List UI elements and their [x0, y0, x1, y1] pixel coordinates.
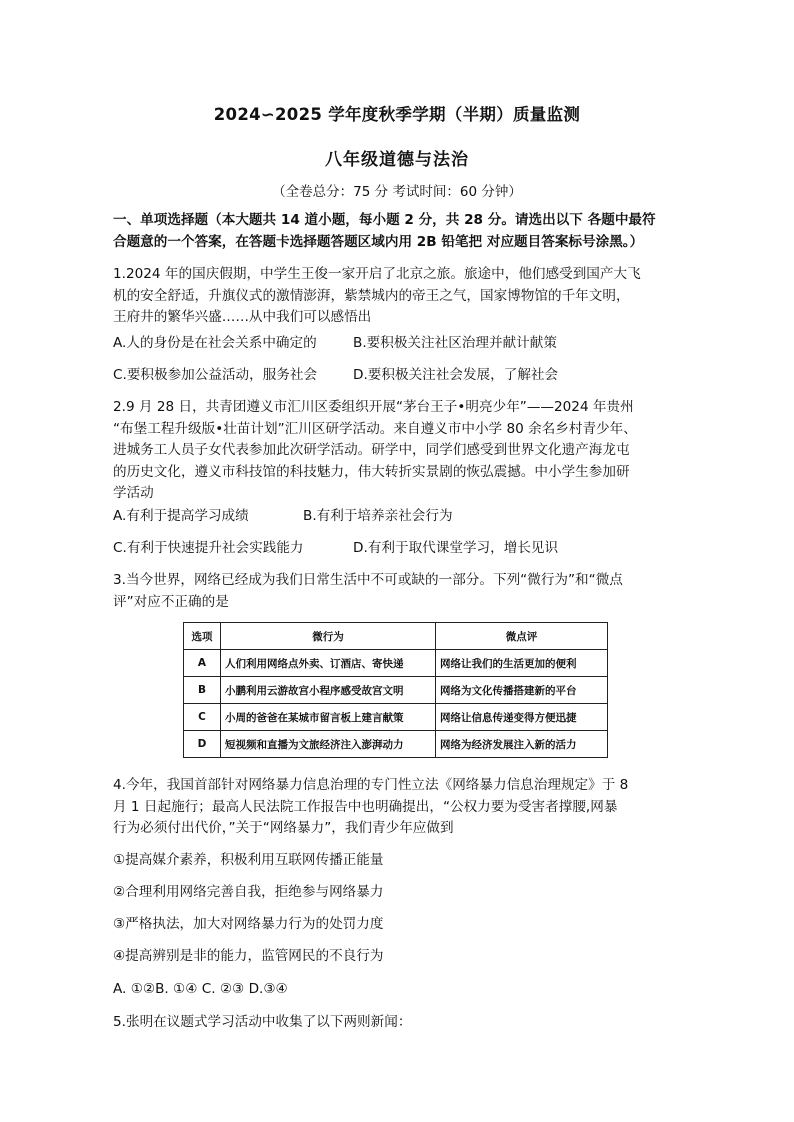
- table-cell: 网络为文化传播搭建新的平台: [436, 677, 608, 704]
- table-row: [184, 677, 608, 704]
- table-header-cell: 微点评: [436, 623, 608, 650]
- table-header-cell: 微行为: [221, 623, 436, 650]
- question-1-stem: [113, 264, 693, 329]
- stem-line: 3.当今世界，网络已经成为我们日常生活中不可或缺的一部分。下列“微行为”和“微点: [113, 572, 623, 588]
- table-cell: D: [184, 731, 221, 758]
- table-header-row: [184, 623, 608, 650]
- stem-line: 的历史文化，遵义市科技馆的科技魅力，伟大转折实景剧的恢弘震撼。中小学生参加研: [113, 463, 630, 480]
- q4-options: A. ①②B. ①④ C. ②③ D.③④: [113, 981, 288, 997]
- stem-line: “布堡工程升级版•壮苗计划”汇川区研学活动。来自遵义市中小学 80 余名乡村青少年、: [113, 420, 637, 437]
- stem-line: 月 1 日起施行；最高人民法院工作报告中也明确提出，“公权力要为受害者撑腰,网暴: [113, 798, 618, 815]
- q2-option-a: A.有利于提高学习成绩: [113, 508, 249, 524]
- table-cell: 人们利用网络点外卖、订酒店、寄快递: [221, 650, 436, 677]
- q3-table: [183, 622, 608, 758]
- stem-line: 学活动: [113, 485, 154, 501]
- question-4-stem: [113, 775, 693, 840]
- table-row: [184, 731, 608, 758]
- q2-option-c: C.有利于快速提升社会实践能力: [113, 540, 304, 556]
- q2-option-b: B.有利于培养亲社会行为: [303, 508, 453, 524]
- stem-line: 进城务工人员子女代表参加此次研学活动。研学中，同学们感受到世界文化遗产海龙屯: [113, 442, 630, 458]
- exam-subject: 八年级道德与法治: [325, 150, 469, 170]
- question-3-stem: [113, 570, 693, 613]
- table-row: [184, 650, 608, 677]
- exam-meta: （全卷总分：75 分 考试时间：60 分钟）: [272, 184, 522, 200]
- table-cell: 网络为经济发展注入新的活力: [436, 731, 608, 758]
- q1-option-a: A.人的身份是在社会关系中确定的: [113, 335, 317, 351]
- table-cell: A: [184, 650, 221, 677]
- table-cell: 网络让我们的生活更加的便利: [436, 650, 608, 677]
- section-line: 一、单项选择题（本大题共 14 道小题，每小题 2 分，共 28 分。请选出以下 各题中最符: [113, 212, 656, 228]
- q1-option-b: B.要积极关注社区治理并献计献策: [353, 335, 557, 351]
- question-2-stem: [113, 397, 693, 505]
- table-row: [184, 704, 608, 731]
- exam-title: 2024∽2025 学年度秋季学期（半期）质量监测: [213, 105, 581, 124]
- stem-line: 行为必须付出代价，”关于“网络暴力”，我们青少年应做到: [113, 820, 454, 836]
- stem-line: 评”对应不正确的是: [113, 593, 229, 610]
- q1-option-c: C.要积极参加公益活动，服务社会: [113, 367, 318, 383]
- table-cell: 小鹏利用云游故宫小程序感受故宫文明: [221, 677, 436, 704]
- section-line: 合题意的一个答案，在答题卡选择题答题区域内用 2B 铅笔把 对应题目答案标号涂黑。）: [113, 233, 644, 250]
- q1-option-d: D.要积极关注社会发展，了解社会: [353, 367, 559, 383]
- table-cell: 小周的爸爸在某城市留言板上建言献策: [221, 704, 436, 731]
- q4-item-4: ④提高辨别是非的能力，监管网民的不良行为: [113, 948, 384, 964]
- stem-line: 2.9 月 28 日，共青团遵义市汇川区委组织开展“茅台王子•明亮少年”——2024 年贵州: [113, 399, 634, 415]
- table-cell: C: [184, 704, 221, 731]
- stem-line: 4.今年，我国首部针对网络暴力信息治理的专门性立法《网络暴力信息治理规定》于 8: [113, 777, 629, 793]
- q4-item-3: ③严格执法，加大对网络暴力行为的处罚力度: [113, 916, 384, 932]
- q2-option-d: D.有利于取代课堂学习，增长见识: [353, 540, 559, 556]
- question-5-stem: 5.张明在议题式学习活动中收集了以下两则新闻：: [113, 1014, 412, 1030]
- q4-item-2: ②合理利用网络完善自我，拒绝参与网络暴力: [113, 884, 384, 900]
- stem-line: 1.2024 年的国庆假期，中学生王俊一家开启了北京之旅。旅途中，他们感受到国产大飞: [113, 266, 641, 282]
- table-cell: B: [184, 677, 221, 704]
- stem-line: 王府井的繁华兴盛……从中我们可以感悟出: [113, 309, 372, 325]
- q4-item-1: ①提高媒介素养，积极利用互联网传播正能量: [113, 852, 384, 868]
- table-cell: 短视频和直播为文旅经济注入澎湃动力: [221, 731, 436, 758]
- section-instructions: [113, 210, 693, 253]
- table-header-cell: 选项: [184, 623, 221, 650]
- stem-line: 机的安全舒适，升旗仪式的激情澎湃，紫禁城内的帝王之气，国家博物馆的千年文明，: [113, 287, 630, 304]
- table-cell: 网络让信息传递变得方便迅捷: [436, 704, 608, 731]
